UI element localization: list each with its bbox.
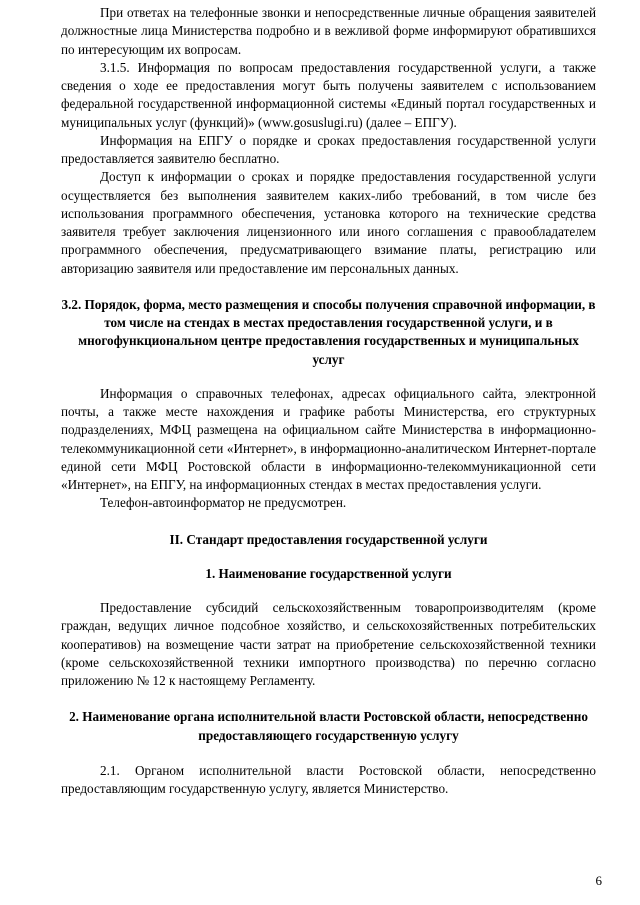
section-heading-authority: 2. Наименование органа исполнительной власти Ростовской области, непосредственно предоставляющего государственную услугу: [69, 709, 588, 743]
section-heading-3-2: 3.2. Порядок, форма, место размещения и способы получения справочной информации, в том числе на стендах в местах предоставления государственной услуги, и в многофункциональном центре предоставления государственных и муниципальных услуг: [61, 296, 596, 367]
paragraph-reference-info: Информация о справочных телефонах, адресах официального сайта, электронной почты, а также месте нахождения и графике работы Министерства, его структурных подразделениях, МФЦ размещена на официальном сайте Министерства в информационно-телекоммуникационной сети «Интернет», в информационно-аналитическом Интернет-портале единой сети МФЦ Ростовской области в информационно-телекоммуникационной сети «Интернет», на ЕПГУ, на информационных стендах в местах предоставления услуги.: [61, 385, 596, 492]
paragraph-2-1: 2.1. Органом исполнительной власти Ростовской области, непосредственно предоставляющим государственную услугу, является Министерство.: [61, 762, 596, 796]
paragraph-epgu-free: Информация на ЕПГУ о порядке и сроках предоставления государственной услуги предоставляется заявителю бесплатно.: [61, 132, 596, 166]
section-heading-service-name: 1. Наименование государственной услуги: [205, 565, 452, 581]
paragraph-phone-inquiries: При ответах на телефонные звонки и непосредственные личные обращения заявителей должностные лица Министерства подробно и в вежливой форме информируют обратившихся по интересующим их вопросам.: [61, 5, 596, 57]
section-heading-standard: II. Стандарт предоставления государственной услуги: [169, 531, 488, 547]
page-number: 6: [595, 873, 602, 888]
paragraph-3-1-5: 3.1.5. Информация по вопросам предоставления государственной услуги, а также сведения о ходе ее предоставления могут быть получены заявителем с использованием федеральной государственной информационной системы «Единый портал государственных и муниципальных услуг (функций)» (www.gosuslugi.ru) (далее – ЕПГУ).: [61, 59, 596, 130]
document-page: [61, 4, 596, 798]
paragraph-access-info: Доступ к информации о сроках и порядке предоставления государственной услуги осуществляется без выполнения заявителем каких-либо требований, в том числе без использования программного обеспечения, установка которого на технические средства заявителя требует заключения лицензионного или иного соглашения с правообладателем программного обеспечения, предусматривающего взимание платы, регистрацию или авторизацию заявителя или предоставление им персональных данных.: [61, 169, 596, 276]
paragraph-service-name: Предоставление субсидий сельскохозяйственным товаропроизводителям (кроме граждан, ведущих личное подсобное хозяйство, и сельскохозяйственных потребительских кооперативов) на возмещение части затрат на приобретение сельскохозяйственной техники (кроме сельскохозяйственной техники импортного производства) по перечню согласно приложению № 12 к настоящему Регламенту.: [61, 600, 596, 688]
paragraph-autoinformer: Телефон-автоинформатор не предусмотрен.: [100, 495, 347, 511]
